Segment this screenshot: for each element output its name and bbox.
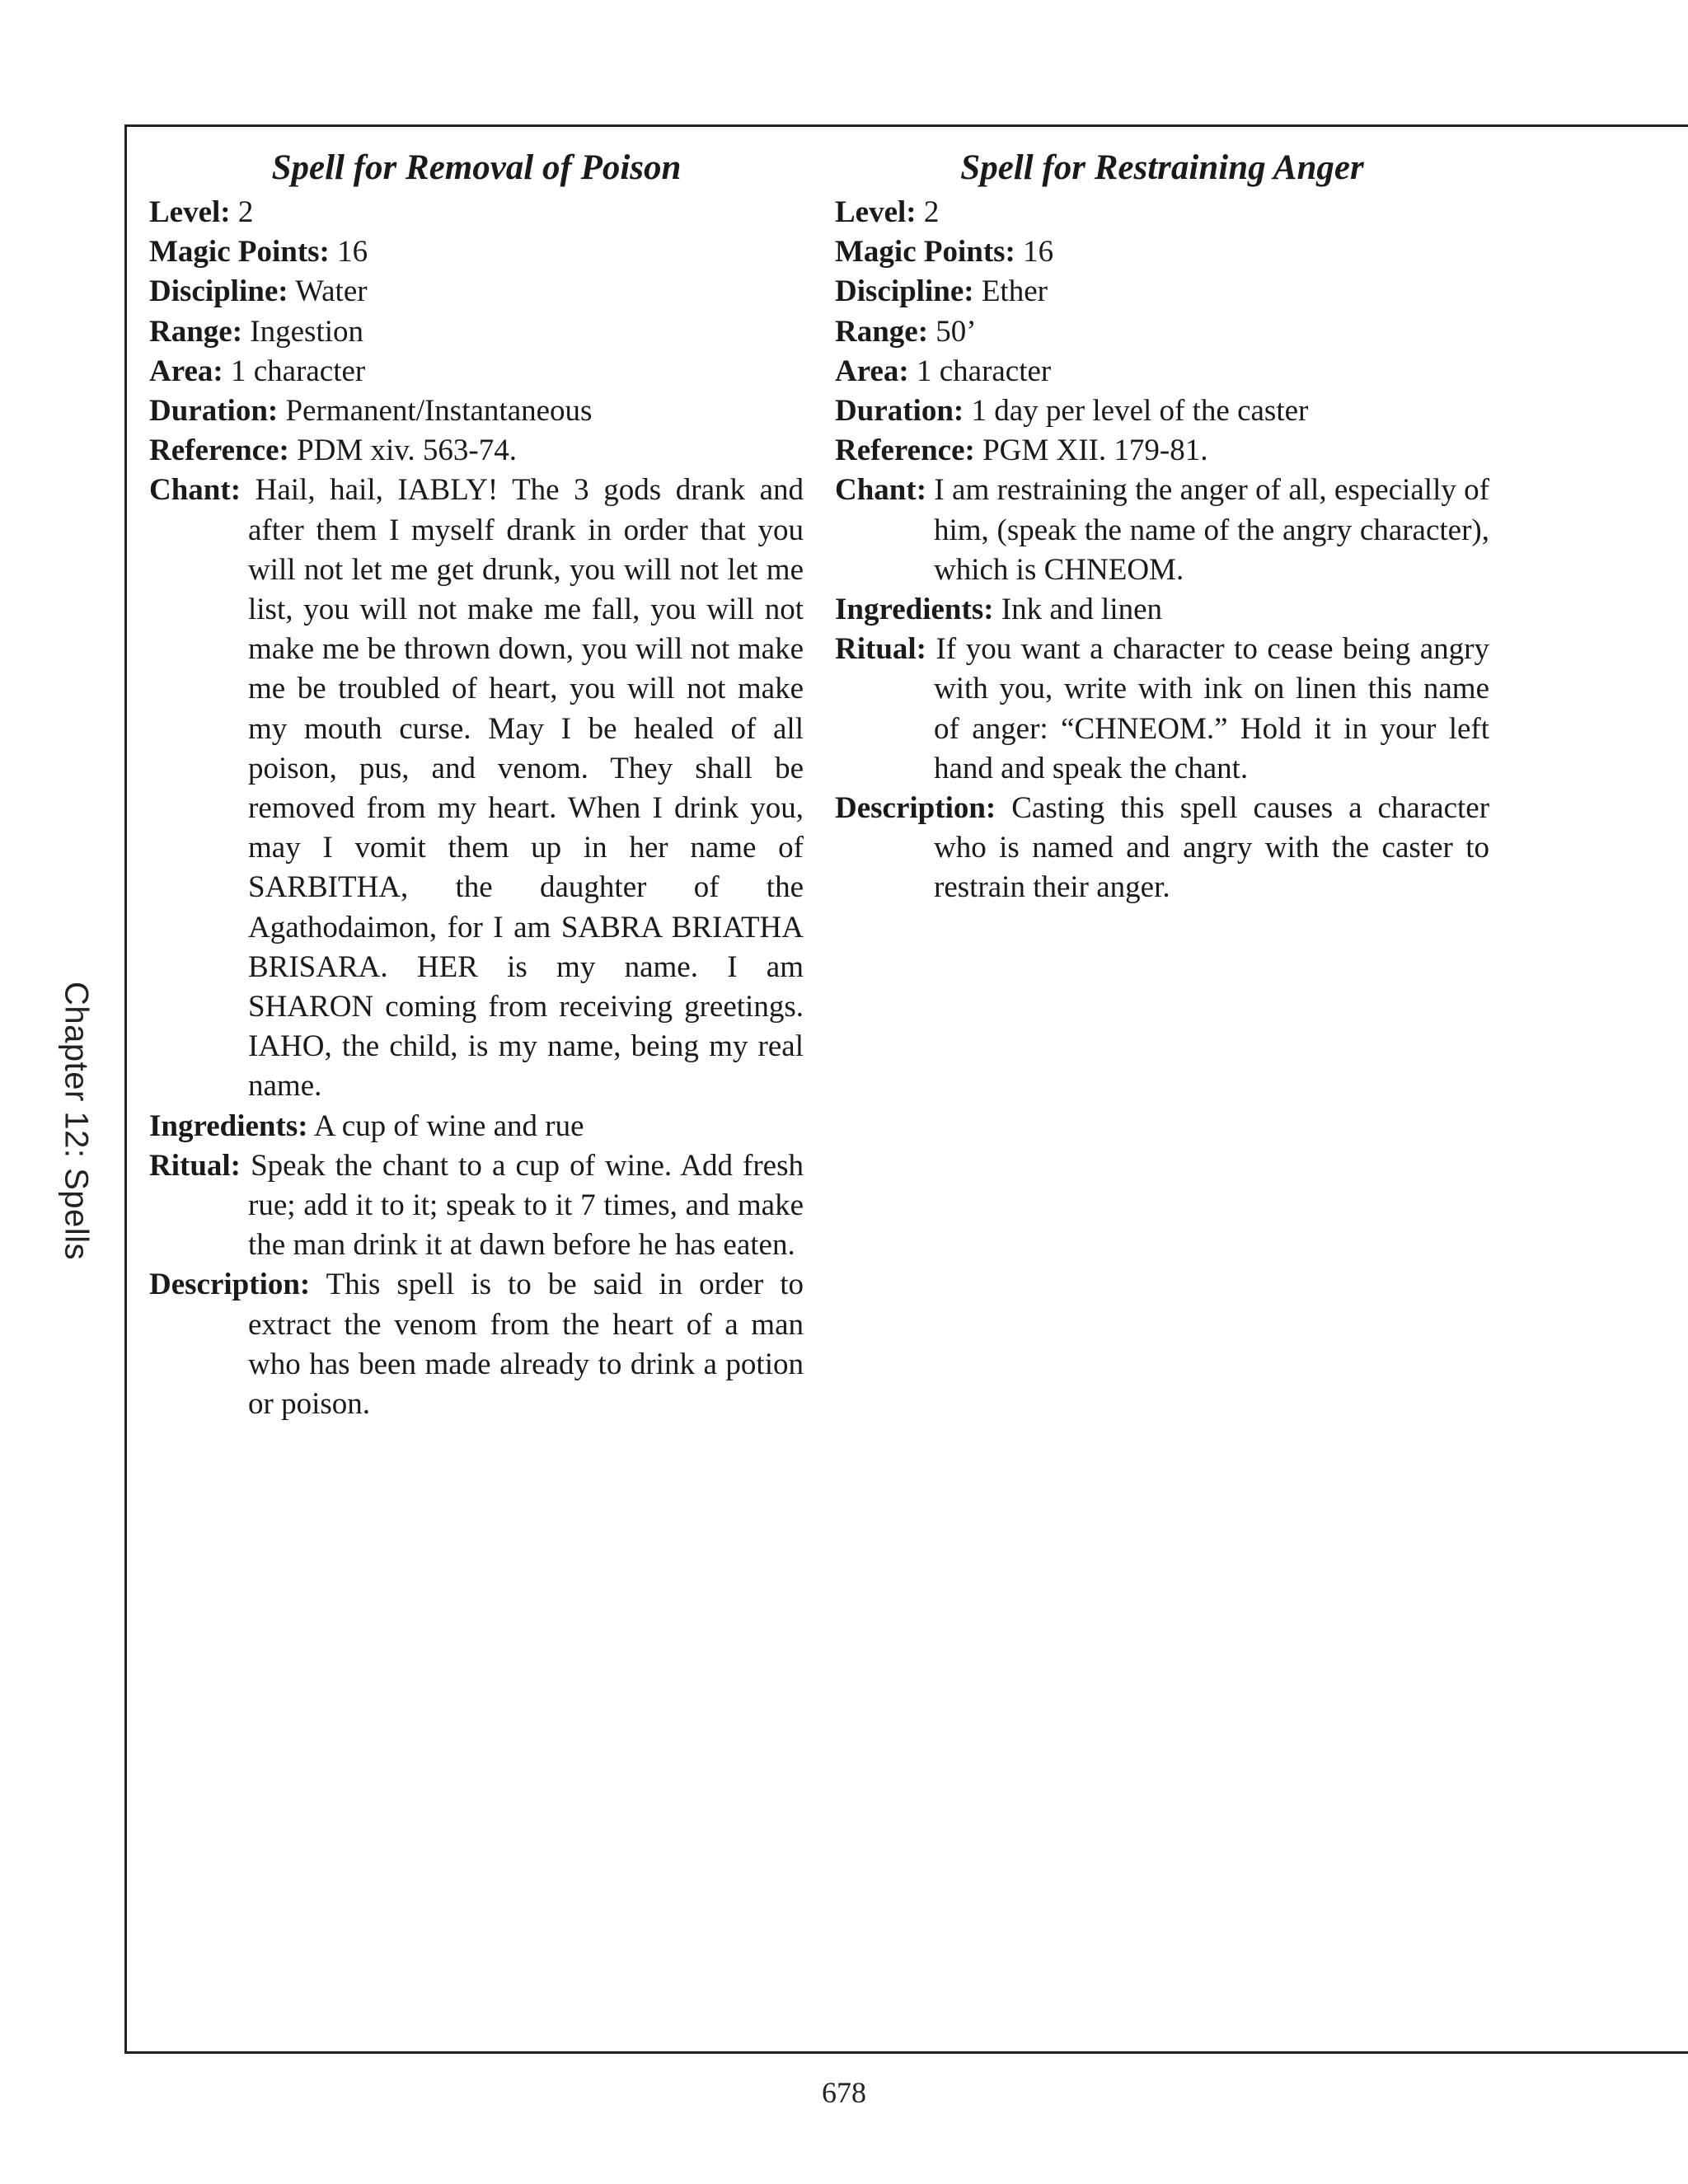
spell-title: Spell for Restraining Anger [960, 148, 1364, 187]
field-magic-points [835, 232, 1489, 272]
field-value: PGM XII. 179-81. [982, 434, 1208, 468]
field-label: Range: [149, 314, 243, 349]
field-value: 1 character [230, 354, 366, 388]
field-label: Chant: [835, 473, 927, 508]
field-reference [835, 431, 1489, 471]
field-value: 16 [337, 235, 368, 269]
field-value: 16 [1023, 235, 1054, 269]
field-value: 50’ [935, 314, 977, 349]
spell-entry-restraining-anger [835, 147, 1489, 908]
field-label: Description: [149, 1268, 311, 1302]
field-label: Reference: [835, 434, 975, 468]
field-value: I am restraining the anger of all, especially of him, (speak the name of the angry character), which is CHNEOM. [934, 473, 1490, 587]
field-value: 1 character [916, 354, 1052, 388]
field-discipline [835, 272, 1489, 312]
field-value: Hail, hail, IABLY! The 3 gods drank and after them I myself drank in order that you will not let me get drunk, you will not let me list, you will not make me fall, you will not make me be thrown down, you will not make me be troubled of heart, you will not make my mouth curse. May I be healed of all poison, pus, and venom. They shall be removed from my heart. When I drink you, may I vomit them up in her name of SARBITHA, the daughter of the Agathodaimon, for I am SABRA BRIATHA BRISARA. HER is my name. I am SHARON coming from receiving greetings. IAHO, the child, is my name, being my real name. [248, 473, 804, 1104]
field-value: 2 [923, 195, 940, 229]
field-label: Level: [835, 195, 917, 229]
field-chant [835, 471, 1489, 590]
field-ingredients [835, 590, 1489, 630]
field-value: Ether [981, 274, 1048, 309]
field-discipline [149, 272, 804, 312]
field-magic-points [149, 232, 804, 272]
field-value: Ingestion [250, 314, 363, 349]
field-label: Discipline: [835, 274, 974, 309]
field-value: Casting this spell causes a character who is named and angry with the caster to restrain their anger. [934, 791, 1490, 905]
field-value: Water [295, 274, 368, 309]
field-label: Ritual: [835, 632, 926, 667]
field-ritual [835, 630, 1489, 789]
field-label: Level: [149, 195, 231, 229]
field-area [835, 352, 1489, 391]
field-value: Permanent/Instantaneous [285, 394, 593, 429]
field-chant [149, 471, 804, 1106]
field-label: Duration: [149, 394, 279, 429]
field-label: Chant: [149, 473, 241, 508]
field-label: Description: [835, 791, 996, 826]
field-duration [149, 391, 804, 431]
field-level [835, 193, 1489, 232]
field-label: Area: [835, 354, 909, 388]
field-label: Discipline: [149, 274, 288, 309]
page-number: 678 [822, 2076, 866, 2109]
field-range [149, 312, 804, 352]
field-description [149, 1265, 804, 1424]
field-label: Area: [149, 354, 223, 388]
field-label: Magic Points: [835, 235, 1015, 269]
field-value: Ink and linen [1001, 593, 1163, 627]
field-label: Ritual: [149, 1148, 241, 1183]
field-label: Ingredients: [149, 1108, 308, 1143]
field-level [149, 193, 804, 232]
field-area [149, 352, 804, 391]
field-value: A cup of wine and rue [313, 1108, 584, 1143]
field-duration [835, 391, 1489, 431]
chapter-side-label-text: Chapter 12: Spells [58, 981, 95, 1261]
field-value: PDM xiv. 563-74. [297, 434, 517, 468]
field-label: Ingredients: [835, 593, 994, 627]
spell-entry-removal-of-poison [149, 147, 804, 1424]
field-label: Range: [835, 314, 929, 349]
field-label: Magic Points: [149, 235, 330, 269]
field-value: 2 [237, 195, 254, 229]
field-value: This spell is to be said in order to extract the venom from the heart of a man who has been made already to drink a potion or poison. [248, 1268, 804, 1422]
field-range [835, 312, 1489, 352]
field-value: 1 day per level of the caster [971, 394, 1309, 429]
field-value: If you want a character to cease being angry with you, write with ink on linen this name of anger: “CHNEOM.” Hold it in your left hand and speak the chant. [934, 632, 1490, 785]
field-description [835, 789, 1489, 908]
field-label: Duration: [835, 394, 964, 429]
field-ingredients [149, 1107, 804, 1146]
field-value: Speak the chant to a cup of wine. Add fresh rue; add it to it; speak to it 7 times, and make the man drink it at dawn before he has eaten. [248, 1148, 804, 1263]
field-ritual [149, 1146, 804, 1266]
spell-title: Spell for Removal of Poison [271, 148, 682, 187]
field-reference [149, 431, 804, 471]
field-label: Reference: [149, 434, 289, 468]
